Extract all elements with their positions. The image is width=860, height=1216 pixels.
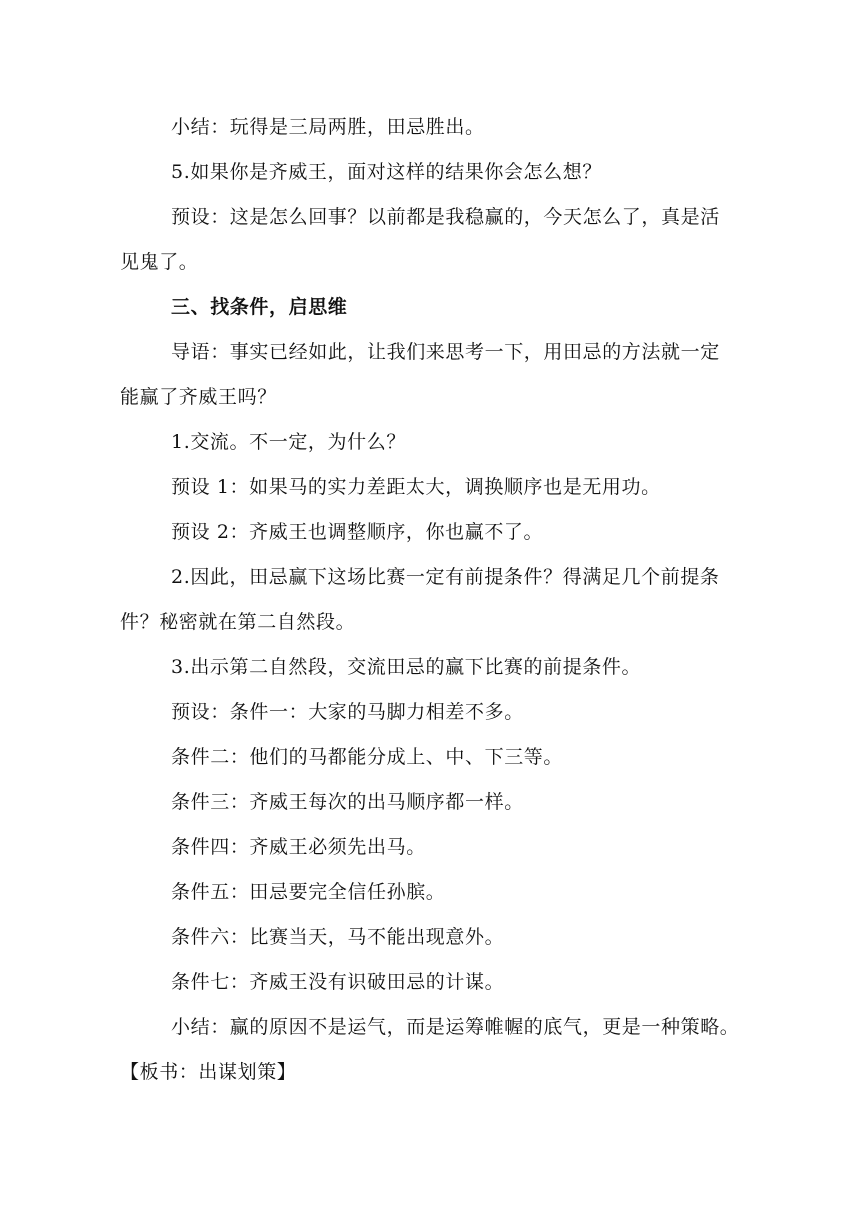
condition-4: 条件四：齐威王必须先出马。 (171, 836, 426, 858)
condition-3: 条件三：齐威王每次的出马顺序都一样。 (171, 791, 524, 813)
question-5: 5.如果你是齐威王，面对这样的结果你会怎么想？ (171, 161, 602, 183)
section-heading-3: 三、找条件，启思维 (171, 296, 348, 318)
board-note: 【板书：出谋划策】 (120, 1061, 297, 1083)
condition-5: 条件五：田忌要完全信任孙膑。 (171, 881, 446, 903)
condition-7: 条件七：齐威王没有识破田忌的计谋。 (171, 971, 505, 993)
preset-line-continued: 见鬼了。 (120, 251, 199, 273)
intro-line-continued: 能赢了齐威王吗？ (120, 386, 277, 408)
preset-2: 预设 2：齐威王也调整顺序，你也赢不了。 (171, 521, 544, 543)
summary-line-2: 小结：赢的原因不是运气，而是运筹帷幄的底气，更是一种策略。 (171, 1016, 740, 1038)
item-1-discussion: 1.交流。不一定，为什么？ (171, 431, 406, 453)
preset-1: 预设 1：如果马的实力差距太大，调换顺序也是无用功。 (171, 476, 661, 498)
condition-6: 条件六：比赛当天，马不能出现意外。 (171, 926, 505, 948)
item-2: 2.因此，田忌赢下这场比赛一定有前提条件？得满足几个前提条 (171, 566, 720, 588)
condition-2: 条件二：他们的马都能分成上、中、下三等。 (171, 746, 564, 768)
preset-line: 预设：这是怎么回事？以前都是我稳赢的，今天怎么了，真是活 (171, 206, 720, 228)
item-3: 3.出示第二自然段，交流田忌的赢下比赛的前提条件。 (171, 656, 642, 678)
item-2-continued: 件？秘密就在第二自然段。 (120, 611, 356, 633)
condition-1: 预设：条件一：大家的马脚力相差不多。 (171, 701, 524, 723)
summary-line-1: 小结：玩得是三局两胜，田忌胜出。 (171, 116, 485, 138)
intro-line: 导语：事实已经如此，让我们来思考一下，用田忌的方法就一定 (171, 341, 720, 363)
